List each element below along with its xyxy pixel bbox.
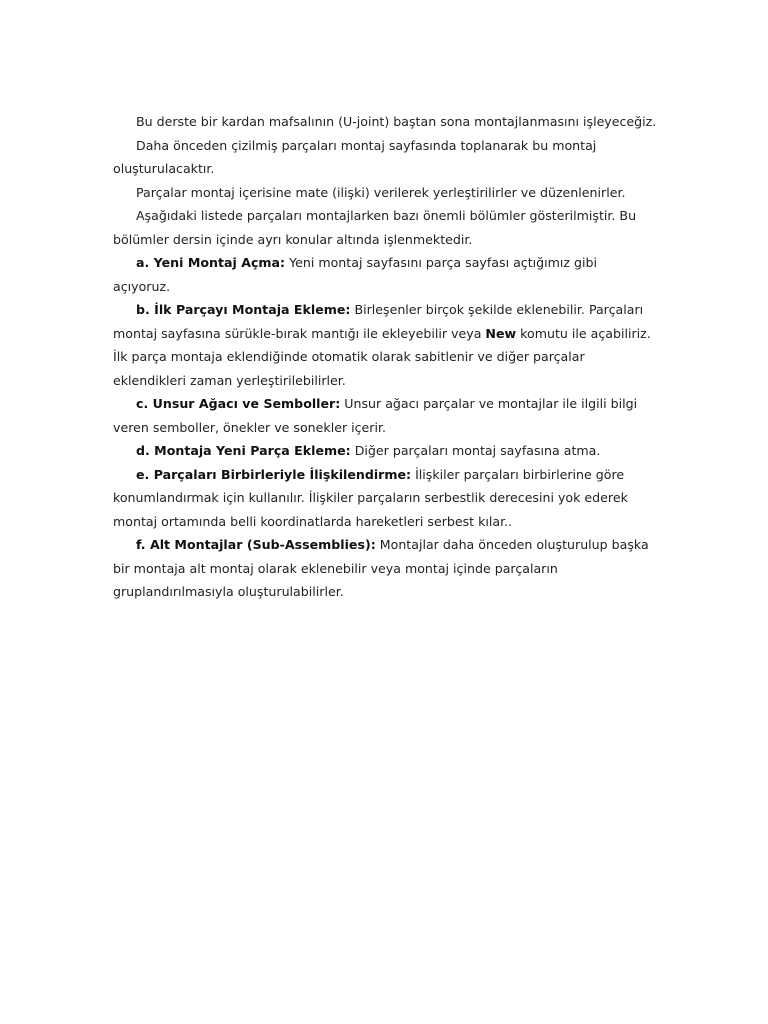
list-item-heading: a. Yeni Montaj Açma: <box>136 255 286 270</box>
list-item-new-assembly <box>113 251 658 298</box>
list-item-first-part <box>113 298 658 392</box>
list-item-text: komutu ile açabiliriz. İlk parça montaja eklendiğinde otomatik olarak sabitlenir ve diğer parçalar eklendikleri zaman yerleştirilebilirler. <box>113 325 651 388</box>
intro-paragraph: Daha önceden çizilmiş parçaları montaj sayfasında toplanarak bu montaj oluşturulacaktır. <box>113 137 597 176</box>
list-item-text: Birleşenler birçok şekilde eklenebilir. Parçaları montaj sayfasına sürükle-bırak mantığı ile ekleyebilir veya <box>113 302 644 341</box>
list-item-heading: f. Alt Montajlar (Sub-Assemblies): <box>136 537 376 552</box>
list-item-mates <box>113 463 658 534</box>
list-item-text: Yeni montaj sayfasını parça sayfası açtığımız gibi açıyoruz. <box>113 255 598 294</box>
intro-paragraph: Bu derste bir kardan mafsalının (U-joint) baştan sona montajlanmasını işleyeceğiz. <box>136 114 657 129</box>
intro-paragraph: Parçalar montaj içerisine mate (ilişki) verilerek yerleştirilirler ve düzenlenirler. <box>136 184 626 200</box>
list-item-heading: e. Parçaları Birbirleriyle İlişkilendirme: <box>136 466 412 482</box>
list-item-feature-tree <box>113 392 658 439</box>
list-item-text: Unsur ağacı parçalar ve montajlar ile ilgili bilgi veren semboller, önekler ve sonekler içerir. <box>113 396 638 435</box>
list-item-text: Diğer parçaları montaj sayfasına atma. <box>350 443 601 458</box>
intro-paragraph: Aşağıdaki listede parçaları montajlarken bazı önemli bölümler gösterilmiştir. Bu bölümler dersin içinde ayrı konular altında işlenmektedir. <box>113 208 637 247</box>
list-item-heading: d. Montaja Yeni Parça Ekleme: <box>136 443 351 458</box>
list-item-text: Montajlar daha önceden oluşturulup başka bir montaja alt montaj olarak eklenebilir veya montaj içinde parçaların gruplandırılmasıyla oluşturulabilirler. <box>113 537 649 599</box>
list-item-add-part <box>113 439 658 463</box>
list-item-sub-assemblies <box>113 533 658 604</box>
document-body <box>113 110 658 604</box>
list-item-heading: c. Unsur Ağacı ve Semboller: <box>136 396 341 411</box>
list-item-heading: b. İlk Parçayı Montaja Ekleme: <box>136 302 351 317</box>
list-item-text: İlişkiler parçaları birbirlerine göre konumlandırmak için kullanılır. İlişkiler parçaların serbestlik derecesini yok ederek montaj ortamında belli koordinatlarda hareketleri serbest kılar.. <box>113 466 628 529</box>
new-command-label: New <box>485 325 517 341</box>
